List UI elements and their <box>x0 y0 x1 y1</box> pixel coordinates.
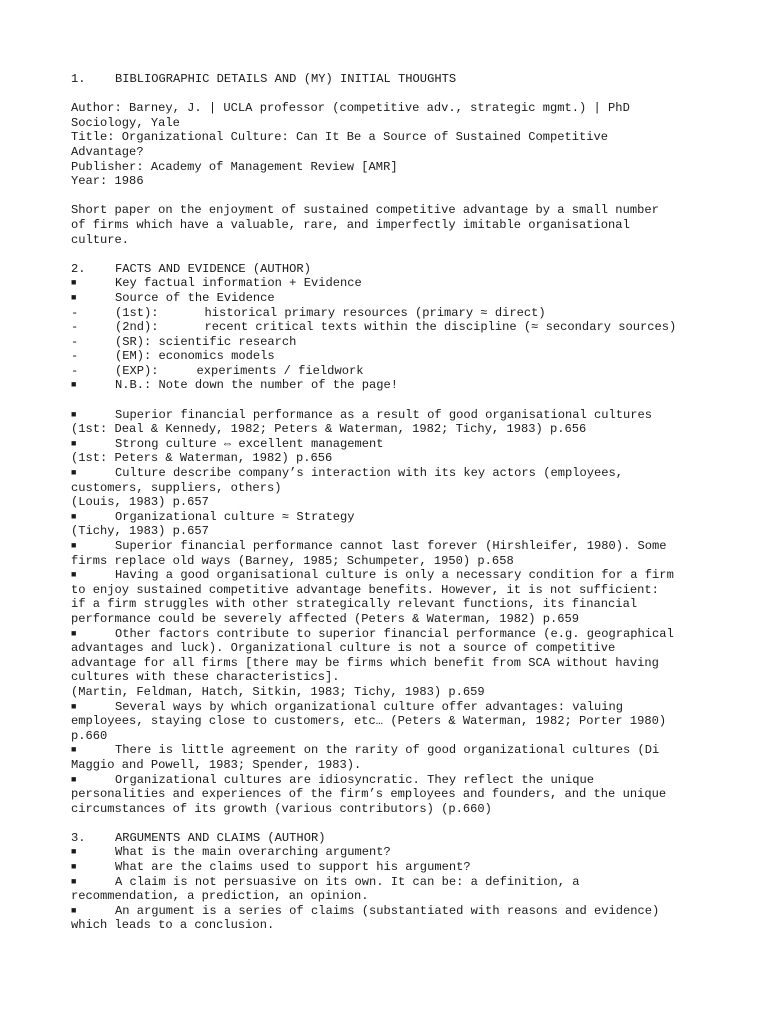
bullet-square-icon: ■ <box>71 278 77 289</box>
fact-citation: (Tichy, 1983) p.657 <box>71 524 209 539</box>
fact-text: firms replace old ways (Barney, 1985; Schumpeter, 1950) p.658 <box>71 553 514 568</box>
list-item: ■ An argument is a series of claims (substantiated with reasons and evidence) <box>71 903 660 918</box>
list-item: ■ Source of the Evidence <box>71 290 275 305</box>
summary-line: of firms which have a valuable, rare, and imperfectly imitable organisational <box>71 217 630 232</box>
list-item: - (EXP): experiments / fieldwork <box>71 363 364 378</box>
bullet-square-icon: ■ <box>71 847 77 858</box>
section-title: FACTS AND EVIDENCE (AUTHOR) <box>115 261 311 276</box>
fact-item: ■ Strong culture ⇔ excellent management <box>71 436 384 451</box>
bullet-square-icon: ■ <box>71 511 77 522</box>
fact-citation: (1st: Peters & Waterman, 1982) p.656 <box>71 451 333 466</box>
list-item: ■ N.B.: Note down the number of the page! <box>71 378 399 393</box>
fact-text: Maggio and Powell, 1983; Spender, 1983). <box>71 757 362 772</box>
section-heading-1 <box>71 72 718 87</box>
fact-item: ■ Culture describe company’s interaction with its key actors (employees, <box>71 466 624 481</box>
list-item: - (EM): economics models <box>71 349 275 364</box>
fact-item: ■ Organizational culture ≈ Strategy <box>71 509 355 524</box>
bullet-square-icon: ■ <box>71 541 77 551</box>
section-heading-3 <box>71 831 718 846</box>
dash-marker: - <box>71 334 79 349</box>
fact-text: employees, staying close to customers, etc… (Peters & Waterman, 1982; Porter 1980) <box>71 714 667 729</box>
fact-item: ■ Superior financial performance cannot last forever (Hirshleifer, 1980). Some <box>71 539 667 553</box>
fact-text: advantage for all firms [there may be firms which benefit from SCA without having <box>71 655 659 670</box>
bullet-square-icon: ■ <box>71 409 77 420</box>
title-line: Title: Organizational Culture: Can It Be a Source of Sustained Competitive <box>71 130 609 145</box>
year-line: Year: 1986 <box>71 174 144 189</box>
fact-text: to enjoy sustained competitive advantage benefits. However, it is not sufficient: <box>71 582 659 597</box>
bullet-square-icon: ■ <box>71 570 77 581</box>
bullet-square-icon: ■ <box>71 701 77 712</box>
bullet-square-icon: ■ <box>71 876 77 887</box>
dash-marker: - <box>71 320 79 335</box>
section-number: 3. <box>71 830 86 845</box>
title-line-cont: Advantage? <box>71 144 144 159</box>
bullet-square-icon: ■ <box>71 438 77 449</box>
fact-item: ■ Several ways by which organizational culture offer advantages: valuing <box>71 699 624 714</box>
list-item: ■ A claim is not persuasive on its own. It can be: a definition, a <box>71 874 580 889</box>
bullet-square-icon: ■ <box>71 745 77 756</box>
fact-item: ■ Other factors contribute to superior financial performance (e.g. geographical <box>71 626 674 641</box>
bullet-square-icon: ■ <box>71 292 77 303</box>
fact-item: ■ Organizational cultures are idiosyncratic. They reflect the unique <box>71 772 594 787</box>
section-heading-2 <box>71 262 718 277</box>
bullet-square-icon: ■ <box>71 380 77 391</box>
dash-marker: - <box>71 349 79 364</box>
list-text: which leads to a conclusion. <box>71 918 275 933</box>
list-item: - (2nd): recent critical texts within the discipline (≈ secondary sources) <box>71 320 677 335</box>
fact-item: ■ Superior financial performance as a result of good organisational cultures <box>71 407 653 422</box>
publisher-line: Publisher: Academy of Management Review [AMR] <box>71 159 398 174</box>
fact-text: circumstances of its growth (various contributors) (p.660) <box>71 801 492 816</box>
section-title: ARGUMENTS AND CLAIMS (AUTHOR) <box>115 830 326 845</box>
list-item: ■ What is the main overarching argument? <box>71 845 391 860</box>
author-line: Author: Barney, J. | UCLA professor (competitive adv., strategic mgmt.) | PhD <box>71 101 630 116</box>
section-number: 2. <box>71 261 86 276</box>
fact-citation: (1st: Deal & Kennedy, 1982; Peters & Waterman, 1982; Tichy, 1983) p.656 <box>71 422 587 437</box>
bullet-square-icon: ■ <box>71 905 77 916</box>
fact-item: ■ There is little agreement on the rarity of good organizational cultures (Di <box>71 743 660 758</box>
fact-text: performance could be severely affected (Peters & Waterman, 1982) p.659 <box>71 611 580 626</box>
list-item: - (SR): scientific research <box>71 334 297 349</box>
summary-line: Short paper on the enjoyment of sustained competitive advantage by a small number <box>71 203 659 218</box>
author-line-cont: Sociology, Yale <box>71 115 180 130</box>
list-text: recommendation, a prediction, an opinion. <box>71 889 369 904</box>
section-title: BIBLIOGRAPHIC DETAILS AND (MY) INITIAL THOUGHTS <box>115 72 457 86</box>
fact-citation: (Martin, Feldman, Hatch, Sitkin, 1983; Tichy, 1983) p.659 <box>71 684 485 699</box>
summary-line: culture. <box>71 232 130 247</box>
dash-marker: - <box>71 363 79 378</box>
bullet-square-icon: ■ <box>71 862 77 873</box>
fact-text: advantages and luck). Organizational culture is not a source of competitive <box>71 641 616 656</box>
fact-text: customers, suppliers, others) <box>71 480 282 495</box>
list-item: ■ Key factual information + Evidence <box>71 276 362 291</box>
fact-citation: (Louis, 1983) p.657 <box>71 495 209 510</box>
bullet-square-icon: ■ <box>71 628 77 639</box>
list-item: ■ What are the claims used to support his argument? <box>71 860 471 875</box>
fact-text: cultures with these characteristics]. <box>71 670 340 685</box>
fact-text: if a firm struggles with other strategically relevant functions, its financial <box>71 597 638 612</box>
fact-item: ■ Having a good organisational culture is only a necessary condition for a firm <box>71 568 674 583</box>
list-item: - (1st): historical primary resources (primary ≈ direct) <box>71 305 546 320</box>
fact-text: personalities and experiences of the firm’s employees and founders, and the unique <box>71 787 667 802</box>
section-number: 1. <box>71 72 86 86</box>
bullet-square-icon: ■ <box>71 774 77 785</box>
dash-marker: - <box>71 305 79 320</box>
fact-citation: p.660 <box>71 728 108 743</box>
bullet-square-icon: ■ <box>71 468 77 479</box>
